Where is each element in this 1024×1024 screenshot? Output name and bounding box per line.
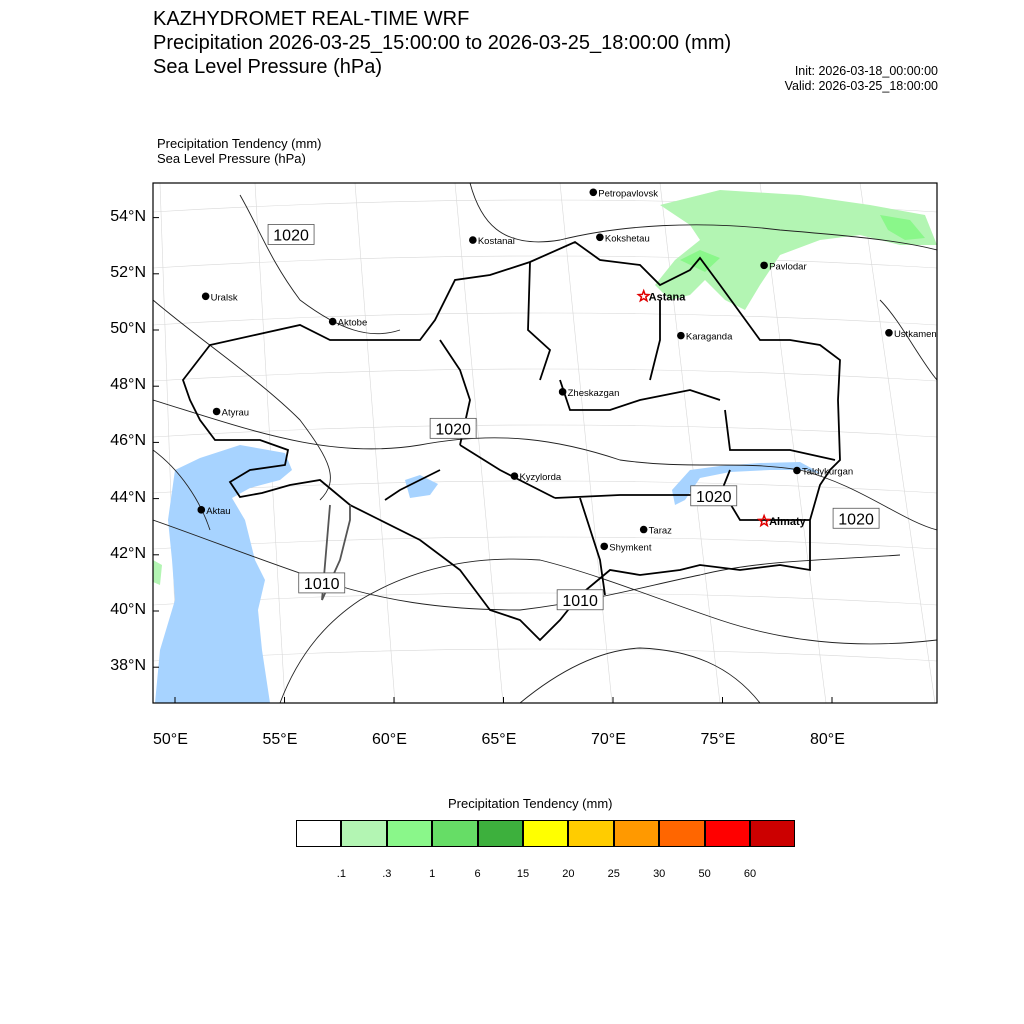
city-marker bbox=[213, 407, 249, 418]
colorbar-swatch bbox=[614, 820, 659, 847]
city-dot bbox=[596, 233, 604, 241]
colorbar-swatch bbox=[705, 820, 750, 847]
city-marker bbox=[511, 472, 562, 483]
city-dot bbox=[213, 408, 221, 416]
map-title: KAZHYDROMET REAL-TIME WRF bbox=[153, 8, 470, 30]
field-legend-precip: Precipitation Tendency (mm) bbox=[157, 136, 322, 151]
longitude-label: 80°E bbox=[810, 731, 845, 748]
latitude-label: 40°N bbox=[110, 601, 146, 618]
colorbar-swatch bbox=[341, 820, 386, 847]
city-label: Petropavlovsk bbox=[598, 188, 658, 200]
longitude-label: 75°E bbox=[700, 731, 736, 748]
latitude-label: 38°N bbox=[110, 657, 146, 675]
city-dot bbox=[640, 526, 648, 534]
field-legend-slp: Sea Level Pressure (hPa) bbox=[157, 151, 306, 166]
longitude-label: 50°E bbox=[153, 731, 188, 748]
city-dot bbox=[197, 506, 205, 514]
contour-label-text: 1010 bbox=[562, 592, 598, 610]
city-label: Atyrau bbox=[221, 407, 250, 419]
latitude-label: 46°N bbox=[110, 432, 146, 450]
colorbar-swatch bbox=[387, 820, 432, 847]
city-label: Aktobe bbox=[337, 317, 368, 329]
city-marker bbox=[759, 516, 807, 528]
colorbar-swatch bbox=[296, 820, 341, 847]
city-marker bbox=[677, 332, 733, 343]
map-subtitle-slp: Sea Level Pressure (hPa) bbox=[153, 56, 383, 78]
latitude-label: 48°N bbox=[110, 376, 146, 394]
city-dot bbox=[202, 292, 210, 300]
colorbar-swatch bbox=[523, 820, 568, 847]
city-dot bbox=[559, 388, 567, 396]
colorbar-swatch bbox=[432, 820, 477, 847]
latitude-label: 42°N bbox=[110, 544, 146, 562]
city-label: Kyzylorda bbox=[519, 472, 562, 484]
city-label: Aktau bbox=[206, 505, 231, 517]
city-marker bbox=[202, 292, 238, 303]
city-label: Uralsk bbox=[210, 292, 238, 304]
longitude-label: 65°E bbox=[481, 731, 517, 748]
city-label: Shymkent bbox=[609, 542, 652, 554]
precip-areas bbox=[153, 190, 937, 585]
colorbar-label: 6 bbox=[474, 868, 481, 880]
city-dot bbox=[885, 329, 893, 337]
city-marker bbox=[329, 318, 367, 329]
colorbar-swatch bbox=[568, 820, 613, 847]
colorbar-label: 25 bbox=[607, 868, 620, 880]
city-dot bbox=[677, 332, 685, 340]
latitude-label: 44°N bbox=[110, 488, 146, 506]
city-marker bbox=[885, 329, 937, 340]
colorbar-swatch bbox=[478, 820, 523, 847]
city-dot bbox=[589, 189, 597, 197]
city-marker bbox=[638, 291, 686, 303]
longitude-label: 60°E bbox=[372, 731, 407, 748]
capital-star-icon bbox=[638, 291, 649, 301]
city-label: Astana bbox=[648, 291, 686, 304]
map-area bbox=[153, 183, 937, 703]
contour-label-text: 1020 bbox=[838, 511, 874, 529]
colorbar-label: .1 bbox=[336, 868, 346, 880]
city-dot bbox=[469, 236, 477, 244]
latitude-label: 54°N bbox=[110, 207, 146, 225]
city-label: Kostanai bbox=[477, 236, 515, 248]
colorbar-swatch bbox=[659, 820, 704, 847]
city-dot bbox=[760, 262, 768, 270]
city-marker bbox=[600, 542, 651, 553]
contour-label bbox=[268, 224, 314, 244]
contour-label bbox=[430, 418, 476, 438]
city-label: Zheskazgan bbox=[567, 387, 620, 399]
map-subtitle-precip: Precipitation 2026-03-25_15:00:00 to 2026-03-25_18:00:00 (mm) bbox=[153, 32, 732, 54]
init-time: Init: 2026-03-18_00:00:00 bbox=[794, 64, 938, 78]
colorbar-swatch bbox=[750, 820, 795, 847]
city-label: Pavlodar bbox=[769, 261, 807, 273]
latitude-label: 52°N bbox=[110, 263, 146, 281]
colorbar-label: 30 bbox=[653, 868, 666, 880]
city-label: Taraz bbox=[648, 525, 672, 537]
contour-label bbox=[833, 508, 879, 528]
colorbar-label: 15 bbox=[516, 868, 530, 880]
caspian-sea bbox=[155, 445, 292, 703]
colorbar-label: .3 bbox=[382, 868, 392, 880]
city-dot bbox=[329, 318, 337, 326]
city-marker bbox=[559, 388, 620, 399]
colorbar-label: 60 bbox=[743, 868, 757, 880]
longitude-label: 55°E bbox=[262, 731, 298, 748]
city-dot bbox=[511, 472, 519, 480]
contour-label bbox=[691, 486, 737, 506]
contour-label-text: 1020 bbox=[435, 421, 471, 439]
city-label: Kokshetau bbox=[604, 233, 650, 245]
city-label: Ustkamen bbox=[893, 328, 937, 340]
longitude-label: 70°E bbox=[591, 731, 626, 748]
city-marker bbox=[589, 188, 658, 199]
city-marker bbox=[793, 467, 853, 478]
contour-label-text: 1020 bbox=[273, 227, 309, 245]
contour-label-text: 1010 bbox=[303, 575, 340, 593]
contour-label bbox=[299, 573, 345, 593]
city-label: Almaty bbox=[769, 516, 806, 529]
city-marker bbox=[596, 233, 650, 244]
city-label: Taldykurgan bbox=[801, 466, 854, 478]
contour-label bbox=[557, 590, 603, 610]
city-marker bbox=[469, 236, 515, 247]
city-dot bbox=[600, 543, 608, 551]
contour-label-text: 1020 bbox=[695, 488, 732, 506]
colorbar-label: 20 bbox=[562, 868, 575, 880]
colorbar-title: Precipitation Tendency (mm) bbox=[448, 796, 613, 811]
colorbar-label: 1 bbox=[429, 868, 436, 880]
city-marker bbox=[640, 526, 672, 537]
valid-time: Valid: 2026-03-25_18:00:00 bbox=[784, 79, 938, 93]
colorbar-label: 50 bbox=[698, 868, 711, 880]
latitude-label: 50°N bbox=[110, 320, 146, 337]
city-label: Karaganda bbox=[685, 331, 733, 343]
city-dot bbox=[793, 467, 801, 475]
